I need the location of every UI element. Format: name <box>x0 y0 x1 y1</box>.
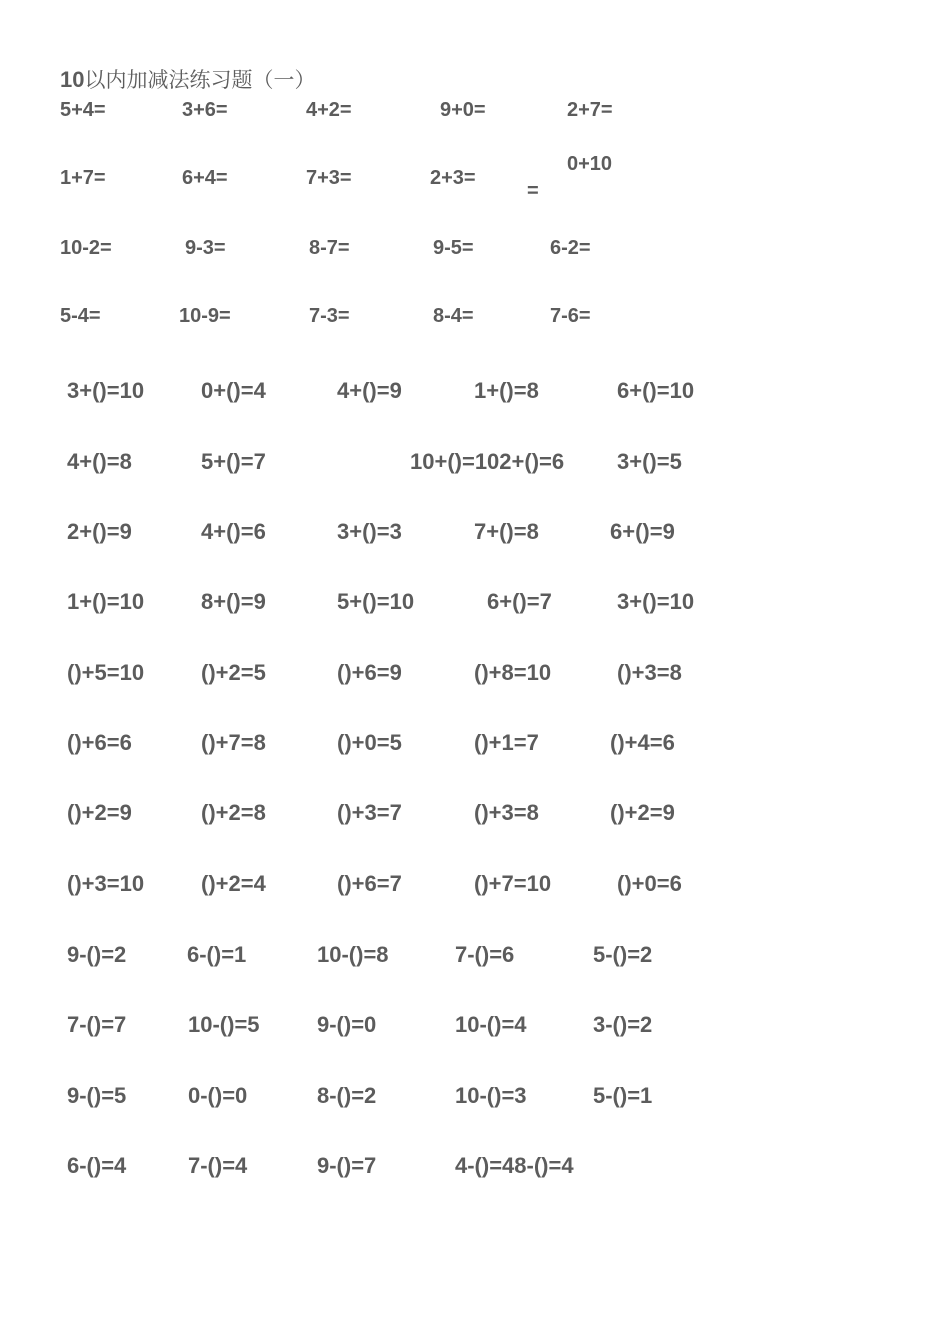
problem: 6+()=9 <box>610 519 675 544</box>
problem: 0+()=4 <box>201 378 266 403</box>
problem: ()+6=9 <box>337 660 402 685</box>
problem: 7+3= <box>306 167 352 189</box>
problem: 5-4= <box>60 305 101 327</box>
problem: ()+6=7 <box>337 871 402 896</box>
problem: 7-6= <box>550 305 591 327</box>
problem: 9-()=2 <box>67 942 127 967</box>
problem: 8-4= <box>433 305 474 327</box>
problem: 1+7= <box>60 167 106 189</box>
problem: 3+()=10 <box>67 378 145 403</box>
problem: 4+()=9 <box>337 378 402 403</box>
problem: 4+()=6 <box>201 519 266 544</box>
problem: 8+()=9 <box>201 589 266 614</box>
problem: 6+4= <box>182 167 228 189</box>
problem: ()+7=8 <box>201 730 266 755</box>
problem: 2+7= <box>567 99 613 121</box>
problem-equals-fragment: = <box>527 180 539 202</box>
problem: 9-3= <box>185 237 226 259</box>
problem: 6-()=1 <box>187 942 247 967</box>
problem: ()+1=7 <box>474 730 539 755</box>
problem: ()+3=10 <box>67 871 145 896</box>
problem: 8-()=2 <box>317 1083 377 1108</box>
problem: ()+3=7 <box>337 800 402 825</box>
problem: 4-()=48-()=4 <box>455 1153 574 1178</box>
problem: 10-2= <box>60 237 112 259</box>
problem: ()+3=8 <box>617 660 682 685</box>
problem: 7-()=7 <box>67 1012 127 1037</box>
problem: ()+2=9 <box>67 800 132 825</box>
problem: 1+()=8 <box>474 378 539 403</box>
problem: 7-3= <box>309 305 350 327</box>
problem: 6+()=7 <box>487 589 552 614</box>
problem: 10-()=8 <box>317 942 389 967</box>
problem: 5+4= <box>60 99 106 121</box>
problem: 10-()=4 <box>455 1012 527 1037</box>
problem: ()+2=4 <box>201 871 266 896</box>
problem: ()+7=10 <box>474 871 552 896</box>
problem: ()+6=6 <box>67 730 132 755</box>
problem: 5+()=10 <box>337 589 415 614</box>
problem: 5-()=1 <box>593 1083 653 1108</box>
problem: 4+2= <box>306 99 352 121</box>
problem: 9-()=0 <box>317 1012 377 1037</box>
problem: 0+10 <box>567 153 613 175</box>
problem: 7+()=8 <box>474 519 539 544</box>
title-number: 10 <box>60 67 85 92</box>
problem: 3-()=2 <box>593 1012 653 1037</box>
problem: ()+8=10 <box>474 660 552 685</box>
problem: ()+0=6 <box>617 871 682 896</box>
problem: 3+()=10 <box>617 589 695 614</box>
problem: 7-()=4 <box>188 1153 248 1178</box>
problem: 9-()=5 <box>67 1083 127 1108</box>
title-text: 以内加减法练习题（一） <box>84 68 316 92</box>
problem: 3+6= <box>182 99 228 121</box>
problem: 1+()=10 <box>67 589 145 614</box>
problem: ()+4=6 <box>610 730 675 755</box>
problem: 6-2= <box>550 237 591 259</box>
problem: 9+0= <box>440 99 486 121</box>
problem: 10+()=102+()=6 <box>410 449 565 474</box>
problem: ()+3=8 <box>474 800 539 825</box>
problem: 2+()=9 <box>67 519 132 544</box>
problem: 3+()=3 <box>337 519 402 544</box>
problem: ()+2=5 <box>201 660 266 685</box>
problem: ()+2=8 <box>201 800 266 825</box>
problem: 10-()=3 <box>455 1083 527 1108</box>
problem: 10-()=5 <box>188 1012 260 1037</box>
problem: 9-()=7 <box>317 1153 377 1178</box>
problem: 2+3= <box>430 167 476 189</box>
problem: 7-()=6 <box>455 942 515 967</box>
problem: 0-()=0 <box>188 1083 248 1108</box>
problem: 10-9= <box>179 305 231 327</box>
problem: 9-5= <box>433 237 474 259</box>
page-title <box>60 66 315 94</box>
problem: 6-()=4 <box>67 1153 127 1178</box>
problem: ()+0=5 <box>337 730 402 755</box>
problem: 5+()=7 <box>201 449 266 474</box>
problem: 6+()=10 <box>617 378 695 403</box>
problem: ()+2=9 <box>610 800 675 825</box>
problem: ()+5=10 <box>67 660 145 685</box>
problem: 3+()=5 <box>617 449 682 474</box>
problem: 5-()=2 <box>593 942 653 967</box>
problem: 8-7= <box>309 237 350 259</box>
problem: 4+()=8 <box>67 449 132 474</box>
